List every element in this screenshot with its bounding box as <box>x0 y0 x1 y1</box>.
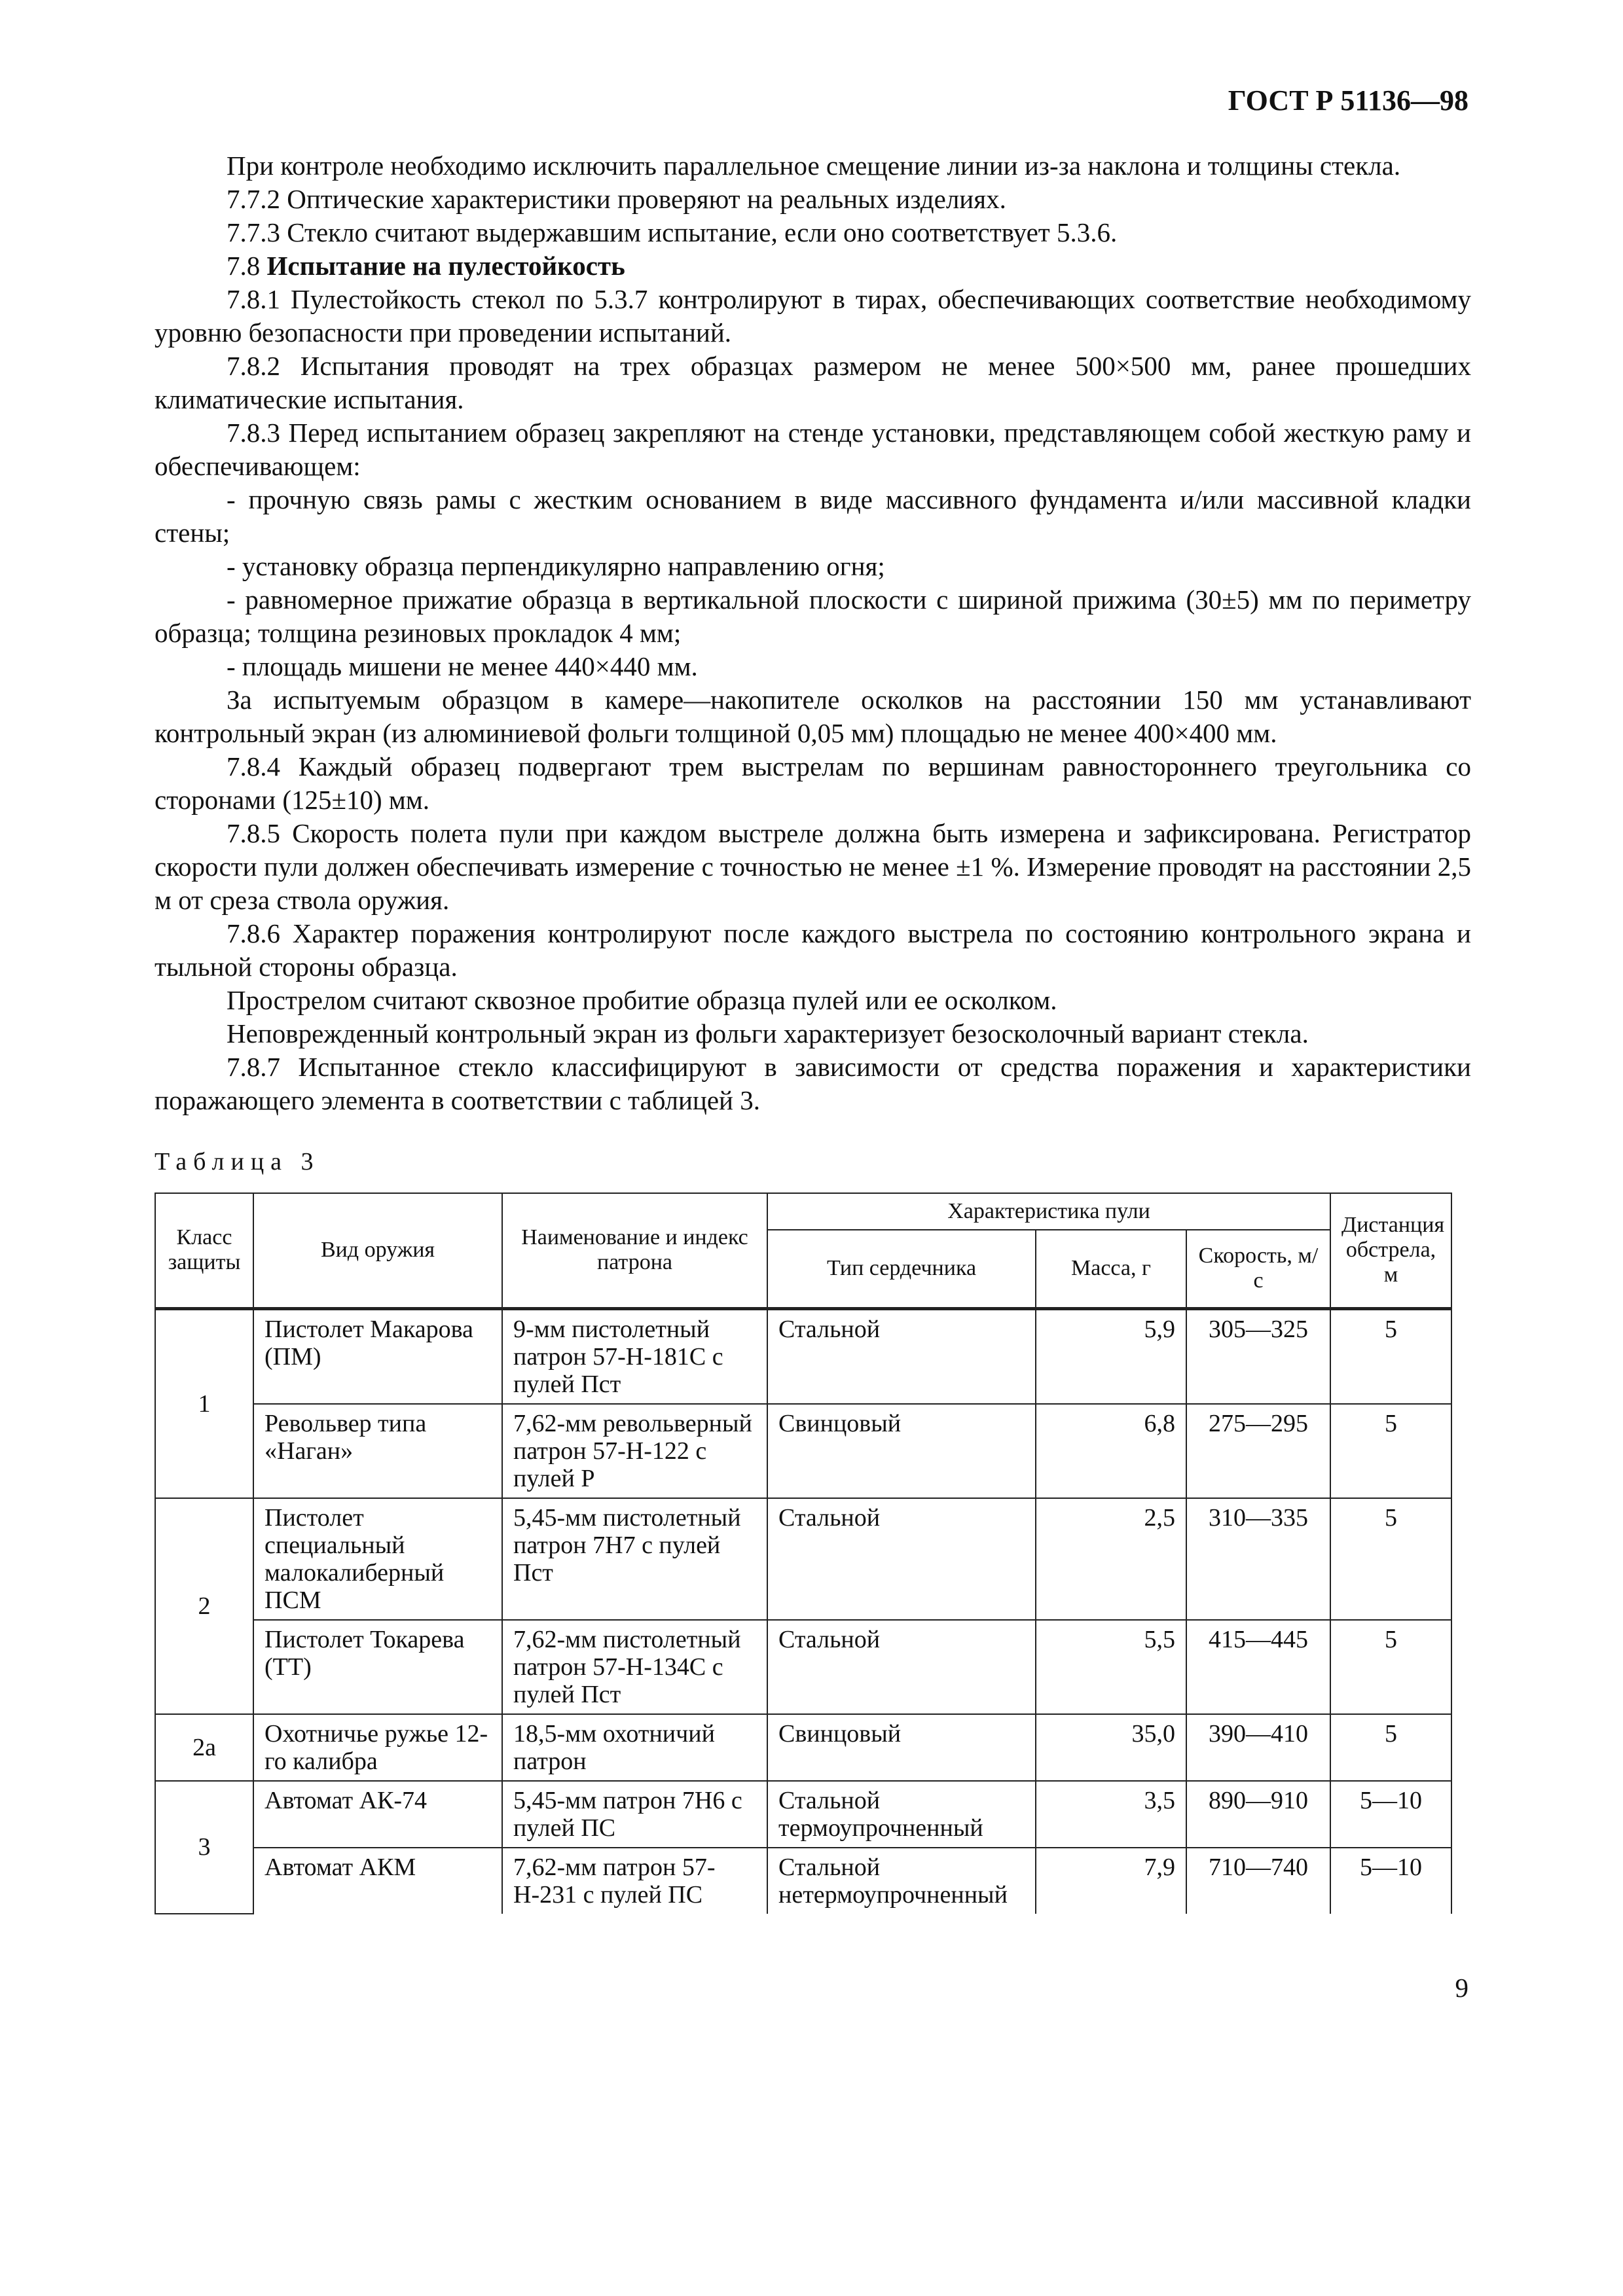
cell-core: Стальной <box>767 1498 1036 1620</box>
header-weapon: Вид оружия <box>253 1193 502 1308</box>
paragraph: 7.7.2 Оптические характеристики проверяют на реальных изделиях. <box>227 184 1006 214</box>
header-core: Тип сердечника <box>767 1230 1036 1308</box>
page-number: 9 <box>1455 1973 1468 2003</box>
cell-mass: 3,5 <box>1036 1781 1186 1848</box>
cell-distance: 5 <box>1330 1308 1451 1404</box>
paragraph: 7.8.6 Характер поражения контролируют после каждого выстрела по состоянию контрольного экрана и тыльной стороны образца. <box>155 918 1471 982</box>
protection-class-table <box>155 1193 1452 1914</box>
list-item: - площадь мишени не менее 440×440 мм. <box>227 651 698 681</box>
cell-weapon: Пистолет Токарева (ТТ) <box>253 1620 502 1714</box>
cell-weapon: Пистолет Макарова (ПМ) <box>253 1308 502 1404</box>
cell-weapon: Пистолет специальный малокалиберный ПСМ <box>253 1498 502 1620</box>
cell-mass: 5,5 <box>1036 1620 1186 1714</box>
cell-mass: 6,8 <box>1036 1404 1186 1498</box>
table-row <box>155 1620 1451 1714</box>
cell-distance: 5 <box>1330 1714 1451 1781</box>
table-row <box>155 1308 1451 1404</box>
table-row <box>155 1404 1451 1498</box>
document-id: ГОСТ Р 51136—98 <box>1228 84 1468 117</box>
header-distance: Дистанция обстрела, м <box>1330 1193 1451 1308</box>
cell-speed: 890—910 <box>1186 1781 1330 1848</box>
list-item: - прочную связь рамы с жестким основанием в виде массивного фундамента и/или массивной кладки стены; <box>155 484 1471 548</box>
cell-distance: 5—10 <box>1330 1781 1451 1848</box>
body-text <box>155 149 1471 1117</box>
cell-distance: 5 <box>1330 1404 1451 1498</box>
cell-speed: 415—445 <box>1186 1620 1330 1714</box>
cell-core: Стальной нетермоупрочненный <box>767 1848 1036 1914</box>
paragraph: 7.8.5 Скорость полета пули при каждом выстреле должна быть измерена и зафиксирована. Регистратор скорости пули должен обеспечивать измерение с точностью не менее ±1 %. Измерение проводят на расстоянии 2,5 м от среза ствола оружия. <box>155 818 1471 915</box>
cell-mass: 5,9 <box>1036 1308 1186 1404</box>
paragraph: За испытуемым образцом в камере—накопителе осколков на расстоянии 150 мм устанавливают контрольный экран (из алюминиевой фольги толщиной 0,05 мм) площадью не менее 400×400 мм. <box>155 685 1471 748</box>
cell-distance: 5 <box>1330 1620 1451 1714</box>
cell-core: Свинцовый <box>767 1404 1036 1498</box>
cell-core: Стальной термоупрочненный <box>767 1781 1036 1848</box>
cell-cartridge: 5,45-мм пистолетный патрон 7Н7 с пулей Пст <box>502 1498 767 1620</box>
paragraph: 7.8.7 Испытанное стекло классифицируют в зависимости от средства поражения и характеристики поражающего элемента в соответствии с таблицей 3. <box>155 1052 1471 1115</box>
cell-speed: 710—740 <box>1186 1848 1330 1914</box>
paragraph: Прострелом считают сквозное пробитие образца пулей или ее осколком. <box>227 985 1057 1015</box>
paragraph: 7.8.3 Перед испытанием образец закрепляют на стенде установки, представляющем собой жесткую раму и обеспечивающем: <box>155 418 1471 481</box>
section-title: Испытание на пулестойкость <box>266 251 625 281</box>
cell-weapon: Автомат АК-74 <box>253 1781 502 1848</box>
cell-cartridge: 7,62-мм пистолетный патрон 57-Н-134С с пулей Пст <box>502 1620 767 1714</box>
paragraph: При контроле необходимо исключить параллельное смещение линии из-за наклона и толщины стекла. <box>227 151 1401 181</box>
cell-core: Стальной <box>767 1620 1036 1714</box>
header-speed: Скорость, м/с <box>1186 1230 1330 1308</box>
cell-class: 2 <box>155 1498 253 1714</box>
cell-speed: 390—410 <box>1186 1714 1330 1781</box>
cell-core: Стальной <box>767 1308 1036 1404</box>
cell-weapon: Револьвер типа «Наган» <box>253 1404 502 1498</box>
header-cartridge: Наименование и индекс патрона <box>502 1193 767 1308</box>
cell-mass: 2,5 <box>1036 1498 1186 1620</box>
cell-mass: 7,9 <box>1036 1848 1186 1914</box>
table-row <box>155 1714 1451 1781</box>
cell-weapon: Автомат АКМ <box>253 1848 502 1914</box>
paragraph: 7.8.4 Каждый образец подвергают трем выстрелам по вершинам равностороннего треугольника со сторонами (125±10) мм. <box>155 751 1471 815</box>
table-row <box>155 1498 1451 1620</box>
paragraph: Неповрежденный контрольный экран из фольги характеризует безосколочный вариант стекла. <box>227 1018 1309 1049</box>
cell-class: 1 <box>155 1308 253 1498</box>
cell-cartridge: 7,62-мм патрон 57-Н-231 с пулей ПС <box>502 1848 767 1914</box>
paragraph: 7.8.1 Пулестойкость стекол по 5.3.7 контролируют в тирах, обеспечивающих соответствие необходимому уровню безопасности при проведении испытаний. <box>155 284 1471 348</box>
cell-mass: 35,0 <box>1036 1714 1186 1781</box>
cell-core: Свинцовый <box>767 1714 1036 1781</box>
section-number: 7.8 <box>227 251 267 281</box>
cell-cartridge: 9-мм пистолетный патрон 57-Н-181С с пулей Пст <box>502 1308 767 1404</box>
cell-distance: 5—10 <box>1330 1848 1451 1914</box>
header-class: Класс защиты <box>155 1193 253 1308</box>
section-heading <box>155 249 1471 283</box>
cell-cartridge: 18,5-мм охотничий патрон <box>502 1714 767 1781</box>
cell-class: 2а <box>155 1714 253 1781</box>
table-caption: Таблица 3 <box>155 1148 320 1175</box>
cell-cartridge: 5,45-мм патрон 7Н6 с пулей ПС <box>502 1781 767 1848</box>
paragraph: 7.7.3 Стекло считают выдержавшим испытание, если оно соответствует 5.3.6. <box>227 217 1118 247</box>
cell-speed: 310—335 <box>1186 1498 1330 1620</box>
cell-speed: 275—295 <box>1186 1404 1330 1498</box>
list-item: - установку образца перпендикулярно направлению огня; <box>227 551 885 581</box>
header-mass: Масса, г <box>1036 1230 1186 1308</box>
table-row <box>155 1848 1451 1914</box>
header-bullet: Характеристика пули <box>767 1193 1330 1230</box>
paragraph: 7.8.2 Испытания проводят на трех образцах размером не менее 500×500 мм, ранее прошедших климатические испытания. <box>155 351 1471 414</box>
table-row <box>155 1781 1451 1848</box>
list-item: - равномерное прижатие образца в вертикальной плоскости с шириной прижима (30±5) мм по периметру образца; толщина резиновых прокладок 4 мм; <box>155 584 1471 648</box>
cell-class: 3 <box>155 1781 253 1914</box>
cell-weapon: Охотничье ружье 12-го калибра <box>253 1714 502 1781</box>
cell-speed: 305—325 <box>1186 1308 1330 1404</box>
cell-cartridge: 7,62-мм револьверный патрон 57-Н-122 с пулей Р <box>502 1404 767 1498</box>
cell-distance: 5 <box>1330 1498 1451 1620</box>
